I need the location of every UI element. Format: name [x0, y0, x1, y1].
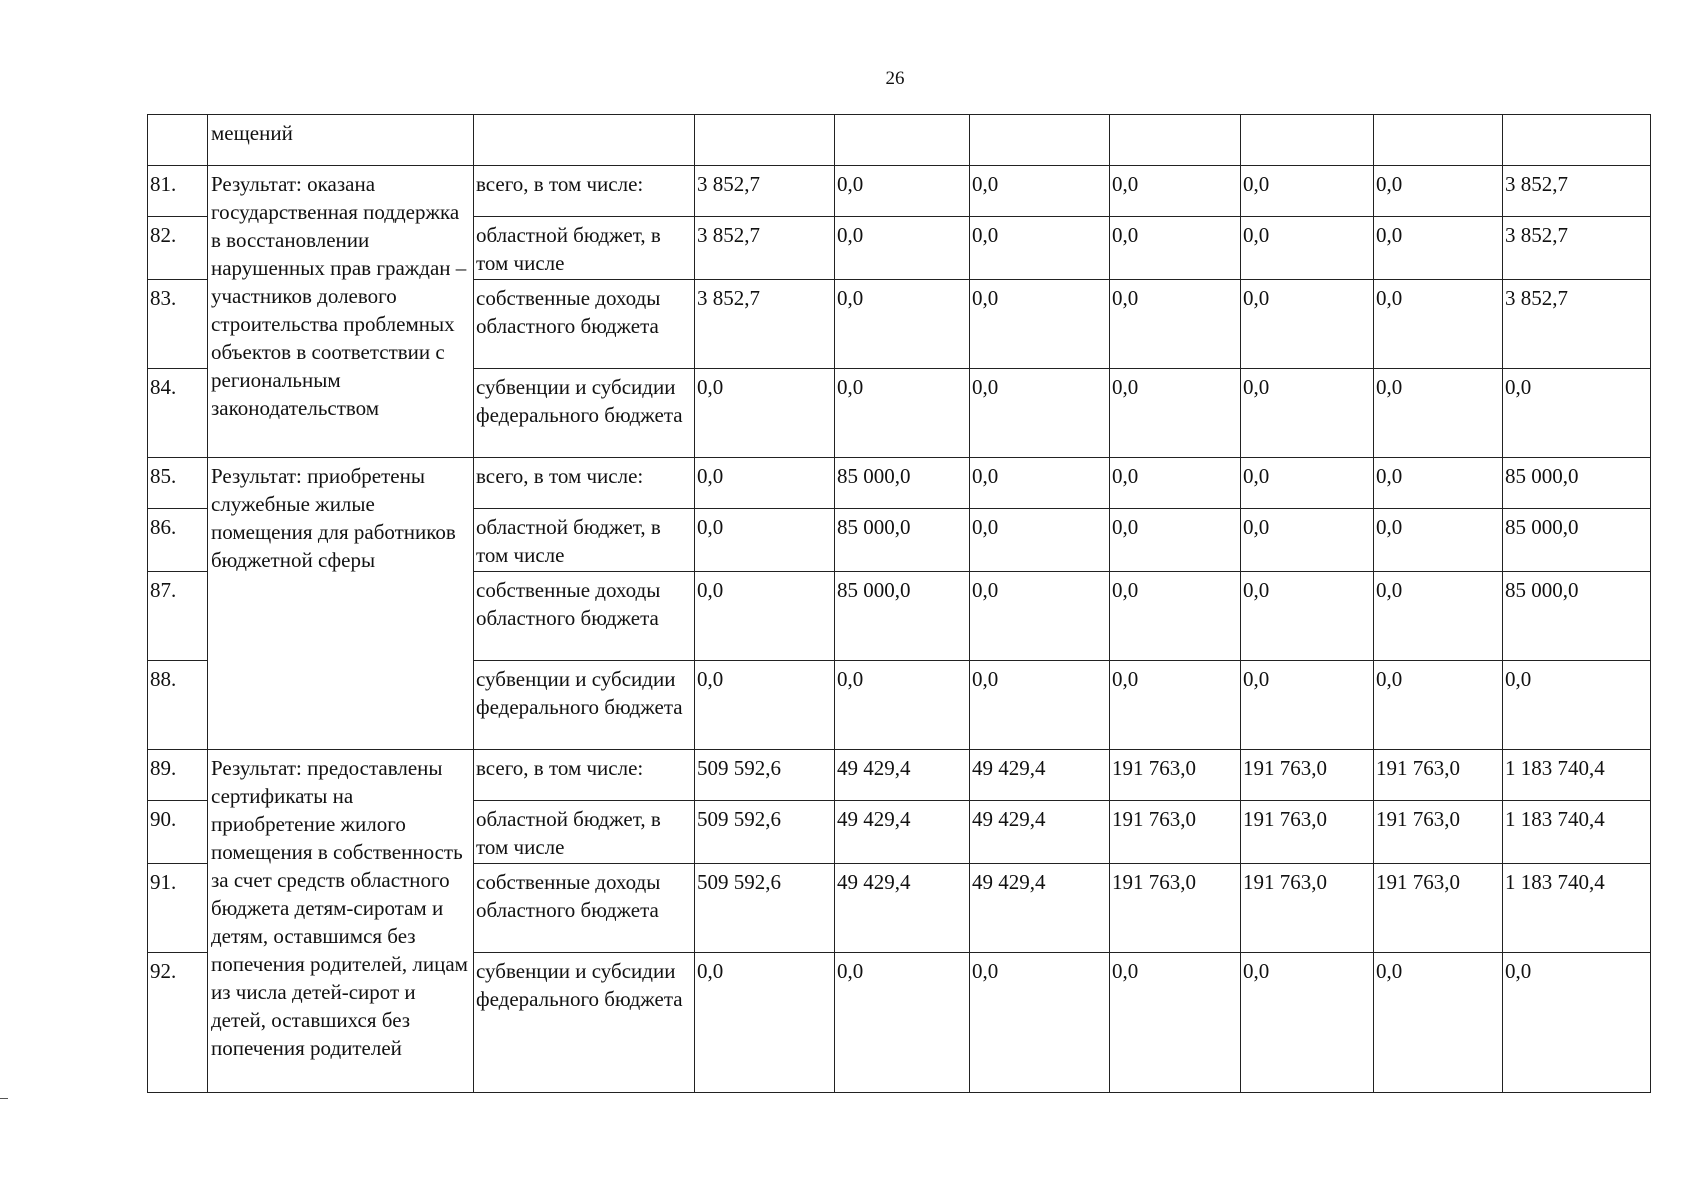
value-cell: [970, 115, 1110, 166]
row-number-cell: 83.: [148, 280, 208, 369]
value-cell: 0,0: [1241, 369, 1374, 458]
value-cell: 85 000,0: [1503, 572, 1651, 661]
value-cell: 85 000,0: [835, 509, 970, 572]
value-cell: 0,0: [1241, 572, 1374, 661]
value-cell: 191 763,0: [1110, 801, 1241, 864]
value-cell: 0,0: [1374, 953, 1503, 1093]
value-cell: 0,0: [695, 458, 835, 509]
value-cell: 191 763,0: [1374, 864, 1503, 953]
value-cell: 0,0: [1110, 458, 1241, 509]
result-cell: Результат: оказана государственная поддержка в восстановлении нарушенных прав граждан – участников долевого строительства проблемных объектов в соответствии с региональным законодательством: [208, 166, 474, 458]
value-cell: 85 000,0: [1503, 509, 1651, 572]
value-cell: 3 852,7: [1503, 280, 1651, 369]
value-cell: 0,0: [1110, 953, 1241, 1093]
funding-source-cell: собственные доходы областного бюджета: [474, 572, 695, 661]
value-cell: 0,0: [1241, 166, 1374, 217]
value-cell: 0,0: [1241, 217, 1374, 280]
value-cell: 3 852,7: [1503, 217, 1651, 280]
value-cell: 191 763,0: [1110, 750, 1241, 801]
value-cell: 191 763,0: [1241, 750, 1374, 801]
value-cell: 0,0: [1374, 217, 1503, 280]
value-cell: 49 429,4: [970, 801, 1110, 864]
value-cell: 3 852,7: [1503, 166, 1651, 217]
value-cell: 0,0: [1241, 509, 1374, 572]
funding-source-cell: всего, в том числе:: [474, 458, 695, 509]
value-cell: 0,0: [970, 166, 1110, 217]
row-number-cell: 90.: [148, 801, 208, 864]
value-cell: 49 429,4: [835, 750, 970, 801]
value-cell: 0,0: [970, 661, 1110, 750]
row-number-cell: 85.: [148, 458, 208, 509]
value-cell: 0,0: [835, 217, 970, 280]
funding-source-cell: субвенции и субсидии федерального бюджета: [474, 369, 695, 458]
value-cell: 49 429,4: [835, 864, 970, 953]
value-cell: 0,0: [1374, 166, 1503, 217]
value-cell: 0,0: [970, 217, 1110, 280]
value-cell: 0,0: [835, 280, 970, 369]
row-number-cell: 82.: [148, 217, 208, 280]
value-cell: 0,0: [1110, 661, 1241, 750]
value-cell: 0,0: [1241, 953, 1374, 1093]
value-cell: 49 429,4: [835, 801, 970, 864]
continuation-row: [148, 115, 1651, 166]
value-cell: 0,0: [1374, 661, 1503, 750]
row-number-cell: 87.: [148, 572, 208, 661]
value-cell: 191 763,0: [1110, 864, 1241, 953]
value-cell: 0,0: [1374, 458, 1503, 509]
value-cell: 3 852,7: [695, 217, 835, 280]
value-cell: 191 763,0: [1241, 801, 1374, 864]
value-cell: [1110, 115, 1241, 166]
value-cell: 191 763,0: [1374, 801, 1503, 864]
value-cell: 0,0: [835, 661, 970, 750]
value-cell: 0,0: [1110, 217, 1241, 280]
funding-source-cell: субвенции и субсидии федерального бюджета: [474, 661, 695, 750]
margin-tick: [0, 1098, 8, 1099]
value-cell: 0,0: [1110, 509, 1241, 572]
value-cell: 3 852,7: [695, 280, 835, 369]
table-body: [148, 115, 1651, 1093]
row-number-cell: [148, 115, 208, 166]
value-cell: 0,0: [970, 280, 1110, 369]
row-number-cell: 88.: [148, 661, 208, 750]
value-cell: 0,0: [695, 953, 835, 1093]
value-cell: 0,0: [970, 953, 1110, 1093]
funding-source-cell: всего, в том числе:: [474, 166, 695, 217]
value-cell: 85 000,0: [835, 458, 970, 509]
value-cell: 0,0: [1374, 369, 1503, 458]
value-cell: 0,0: [1374, 280, 1503, 369]
funding-source-cell: собственные доходы областного бюджета: [474, 280, 695, 369]
funding-source-cell: областной бюджет, в том числе: [474, 801, 695, 864]
value-cell: 0,0: [970, 572, 1110, 661]
value-cell: [1503, 115, 1651, 166]
result-cell: Результат: приобретены служебные жилые помещения для работников бюджетной сферы: [208, 458, 474, 750]
row-number-cell: 92.: [148, 953, 208, 1093]
row-number-cell: 81.: [148, 166, 208, 217]
budget-table: [147, 114, 1651, 1093]
value-cell: [1374, 115, 1503, 166]
value-cell: 0,0: [970, 509, 1110, 572]
funding-source-cell: областной бюджет, в том числе: [474, 509, 695, 572]
value-cell: 0,0: [1503, 661, 1651, 750]
value-cell: 49 429,4: [970, 750, 1110, 801]
value-cell: 0,0: [1110, 369, 1241, 458]
value-cell: 0,0: [1241, 458, 1374, 509]
value-cell: 0,0: [1374, 572, 1503, 661]
value-cell: 0,0: [1110, 166, 1241, 217]
value-cell: 0,0: [695, 572, 835, 661]
value-cell: 0,0: [835, 166, 970, 217]
value-cell: 3 852,7: [695, 166, 835, 217]
value-cell: 0,0: [695, 509, 835, 572]
funding-source-cell: собственные доходы областного бюджета: [474, 864, 695, 953]
funding-source-cell: областной бюджет, в том числе: [474, 217, 695, 280]
row-number-cell: 84.: [148, 369, 208, 458]
funding-source-cell: субвенции и субсидии федерального бюджета: [474, 953, 695, 1093]
value-cell: 0,0: [1374, 509, 1503, 572]
value-cell: 0,0: [970, 369, 1110, 458]
source-cell: [474, 115, 695, 166]
value-cell: 1 183 740,4: [1503, 801, 1651, 864]
value-cell: [835, 115, 970, 166]
value-cell: 0,0: [1241, 661, 1374, 750]
table-row: [148, 166, 1651, 217]
value-cell: 85 000,0: [1503, 458, 1651, 509]
value-cell: 509 592,6: [695, 750, 835, 801]
value-cell: 509 592,6: [695, 801, 835, 864]
value-cell: 0,0: [695, 369, 835, 458]
value-cell: 0,0: [1503, 369, 1651, 458]
value-cell: 0,0: [835, 369, 970, 458]
value-cell: [1241, 115, 1374, 166]
value-cell: [695, 115, 835, 166]
value-cell: 0,0: [695, 661, 835, 750]
value-cell: 1 183 740,4: [1503, 864, 1651, 953]
value-cell: 509 592,6: [695, 864, 835, 953]
value-cell: 0,0: [970, 458, 1110, 509]
value-cell: 191 763,0: [1241, 864, 1374, 953]
table-row: [148, 750, 1651, 801]
value-cell: 0,0: [1503, 953, 1651, 1093]
value-cell: 0,0: [1110, 280, 1241, 369]
result-cell: мещений: [208, 115, 474, 166]
value-cell: 1 183 740,4: [1503, 750, 1651, 801]
funding-source-cell: всего, в том числе:: [474, 750, 695, 801]
result-cell: Результат: предоставлены сертификаты на приобретение жилого помещения в собственность за счет средств областного бюджета детям-сиротам и детям, оставшимся без попечения родителей, лицам из числа детей-сирот и детей, оставшихся без попечения родителей: [208, 750, 474, 1093]
value-cell: 191 763,0: [1374, 750, 1503, 801]
table-row: [148, 458, 1651, 509]
page-number: 26: [885, 68, 905, 89]
value-cell: 85 000,0: [835, 572, 970, 661]
value-cell: 0,0: [835, 953, 970, 1093]
value-cell: 0,0: [1110, 572, 1241, 661]
row-number-cell: 89.: [148, 750, 208, 801]
row-number-cell: 86.: [148, 509, 208, 572]
row-number-cell: 91.: [148, 864, 208, 953]
value-cell: 49 429,4: [970, 864, 1110, 953]
value-cell: 0,0: [1241, 280, 1374, 369]
